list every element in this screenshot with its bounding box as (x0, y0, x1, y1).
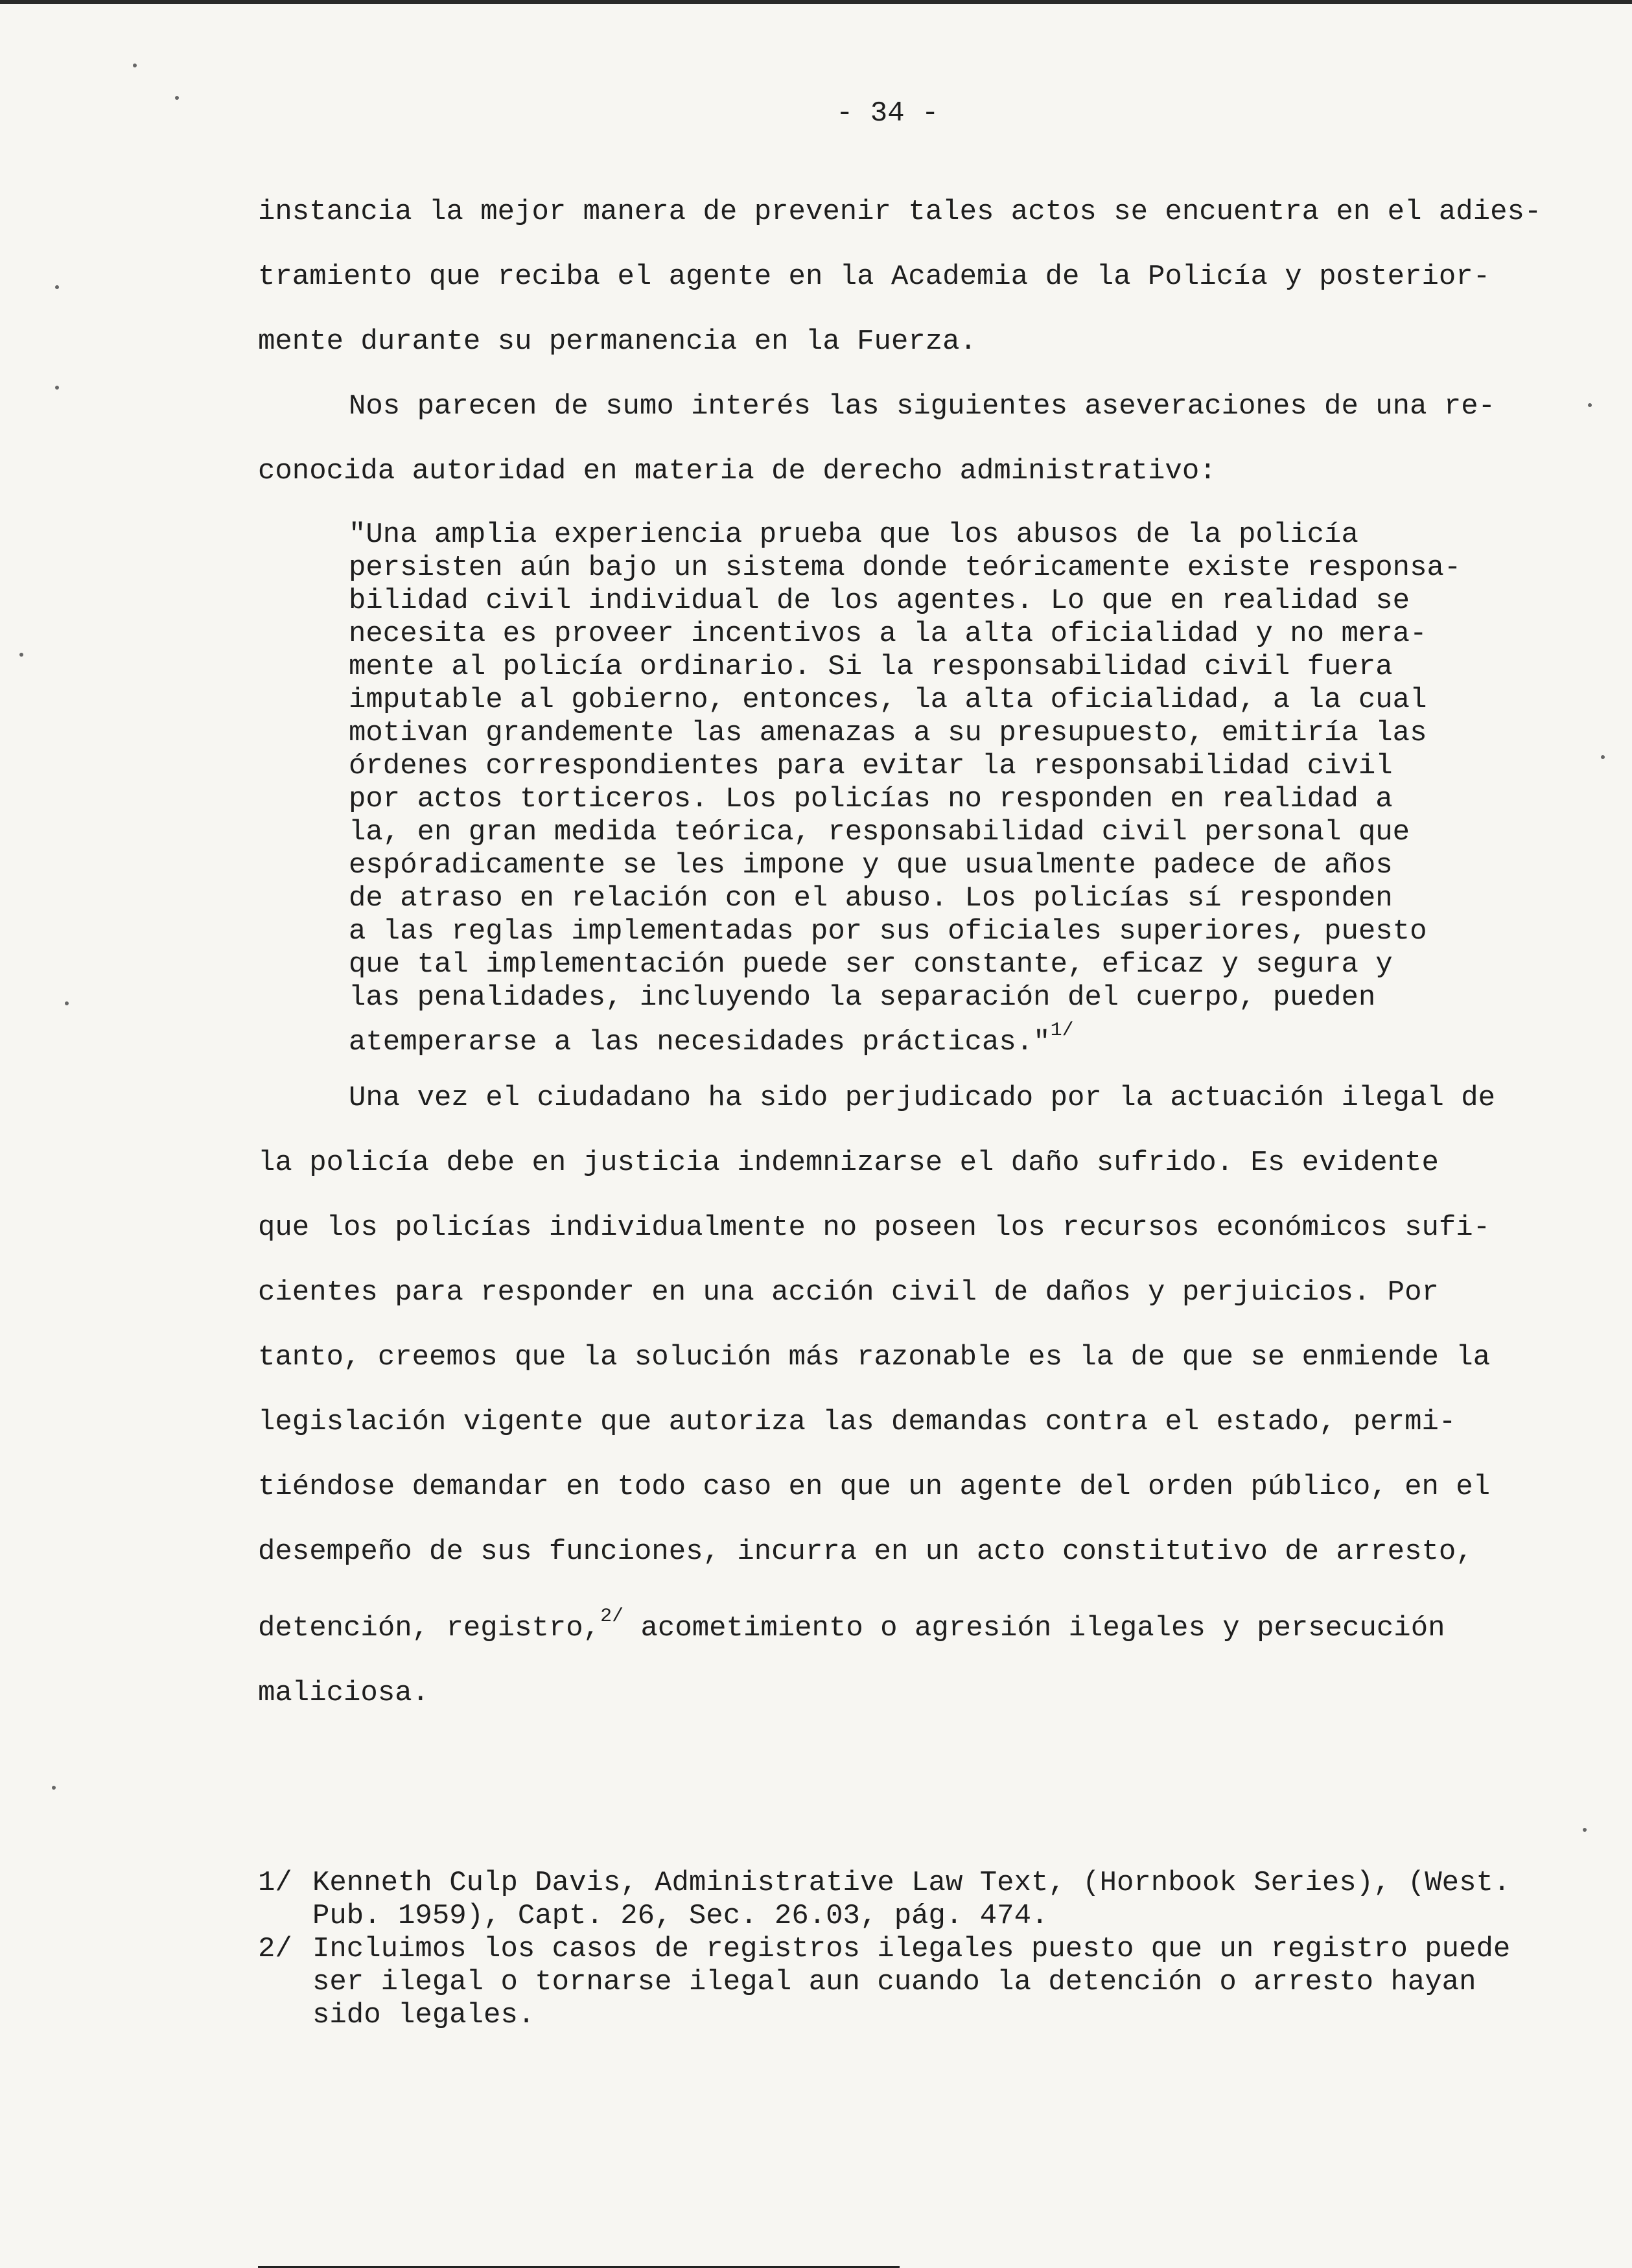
quote-line: bilidad civil individual de los agentes. Lo que en realidad se (349, 585, 1410, 617)
text-line (258, 374, 1548, 439)
text-line: mente durante su permanencia en la Fuerza. (258, 325, 977, 358)
text-line: conocida autoridad en materia de derecho administrativo: (258, 455, 1217, 487)
text-line: tanto, creemos que la solución más razonable es la de que se enmiende la (258, 1341, 1491, 1374)
page-top-edge (0, 0, 1632, 4)
quote-line: las penalidades, incluyendo la separación del cuerpo, pueden (349, 981, 1376, 1014)
text-line: desempeño de sus funciones, incurra en un acto constitutivo de arresto, (258, 1536, 1473, 1568)
scan-speck (52, 1786, 56, 1790)
paragraph-2 (258, 374, 1548, 504)
footnote-ref-2: 2/ (600, 1606, 624, 1628)
quote-line: que tal implementación puede ser constante, eficaz y segura y (349, 948, 1393, 981)
text-line-content: acometimiento o agresión ilegales y persecución (624, 1612, 1445, 1644)
text-line: instancia la mejor manera de prevenir tales actos se encuentra en el adies- (258, 196, 1542, 228)
quote-line: por actos torticeros. Los policías no responden en realidad a (349, 783, 1393, 815)
quote-line: mente al policía ordinario. Si la responsabilidad civil fuera (349, 651, 1393, 683)
text-line: tiéndose demandar en todo caso en que un agente del orden público, en el (258, 1471, 1491, 1503)
footnote-mark: 1/ (258, 1867, 292, 1899)
scan-speck (55, 285, 59, 289)
footnote-ref-1: 1/ (1050, 1020, 1074, 1042)
text-line: maliciosa. (258, 1677, 430, 1709)
text-line: legislación vigente que autoriza las demandas contra el estado, permi- (258, 1406, 1456, 1438)
scan-speck (1601, 755, 1605, 759)
quote-line: espóradicamente se les impone y que usualmente padece de años (349, 849, 1393, 882)
scan-speck (65, 1001, 69, 1005)
paragraph-3 (258, 1066, 1548, 1725)
quote-line: motivan grandemente las amenazas a su presupuesto, emitiría las (349, 717, 1427, 749)
quote-line: de atraso en relación con el abuso. Los policías sí responden (349, 882, 1393, 915)
footnotes-container (258, 1867, 1587, 2032)
scan-speck (19, 653, 23, 657)
block-quote (349, 519, 1502, 1059)
footnote-line: Incluimos los casos de registros ilegales puesto que un registro puede (312, 1933, 1511, 1965)
footnote-line: Pub. 1959), Capt. 26, Sec. 26.03, pág. 474. (312, 1900, 1049, 1932)
text-line: tramiento que reciba el agente en la Academia de la Policía y posterior- (258, 261, 1491, 293)
quote-line: imputable al gobierno, entonces, la alta oficialidad, a la cual (349, 684, 1427, 716)
text-line-content: Nos parecen de sumo interés las siguientes aseveraciones de una re- (349, 390, 1496, 423)
footnote-line: sido legales. (312, 1999, 535, 2031)
text-line: cientes para responder en una acción civil de daños y perjuicios. Por (258, 1276, 1439, 1309)
quote-line: a las reglas implementadas por sus oficiales superiores, puesto (349, 915, 1427, 948)
footnote-1 (258, 1867, 1587, 1933)
footnote-2 (258, 1933, 1587, 2032)
scan-speck (175, 96, 179, 100)
scan-speck (1588, 403, 1592, 407)
text-line-content: Una vez el ciudadano ha sido perjudicado por la actuación ilegal de (349, 1082, 1496, 1114)
text-line (258, 1584, 1548, 1661)
scan-speck (55, 386, 59, 390)
text-line (258, 1066, 1548, 1130)
footnote-line: ser ilegal o tornarse ilegal aun cuando la detención o arresto hayan (312, 1966, 1476, 1998)
text-line-content: detención, registro, (258, 1612, 601, 1644)
quote-line-content: atemperarse a las necesidades prácticas." (349, 1026, 1051, 1058)
scan-speck (133, 64, 137, 67)
quote-line (349, 1014, 1502, 1059)
quote-line: la, en gran medida teórica, responsabilidad civil personal que (349, 816, 1410, 848)
text-line: que los policías individualmente no poseen los recursos económicos sufi- (258, 1211, 1491, 1244)
quote-line: órdenes correspondientes para evitar la responsabilidad civil (349, 750, 1393, 782)
footnote-mark: 2/ (258, 1933, 292, 1965)
paragraph-1 (258, 180, 1548, 374)
text-line: la policía debe en justicia indemnizarse el daño sufrido. Es evidente (258, 1147, 1439, 1179)
quote-line: persisten aún bajo un sistema donde teóricamente existe responsa- (349, 552, 1462, 584)
quote-line: "Una amplia experiencia prueba que los abusos de la policía (349, 519, 1358, 551)
quote-line: necesita es proveer incentivos a la alta oficialidad y no mera- (349, 618, 1427, 650)
footnote-line: Kenneth Culp Davis, Administrative Law Text, (Hornbook Series), (West. (312, 1867, 1511, 1899)
page-number: - 34 - (836, 97, 939, 130)
scan-speck (1583, 1828, 1587, 1832)
